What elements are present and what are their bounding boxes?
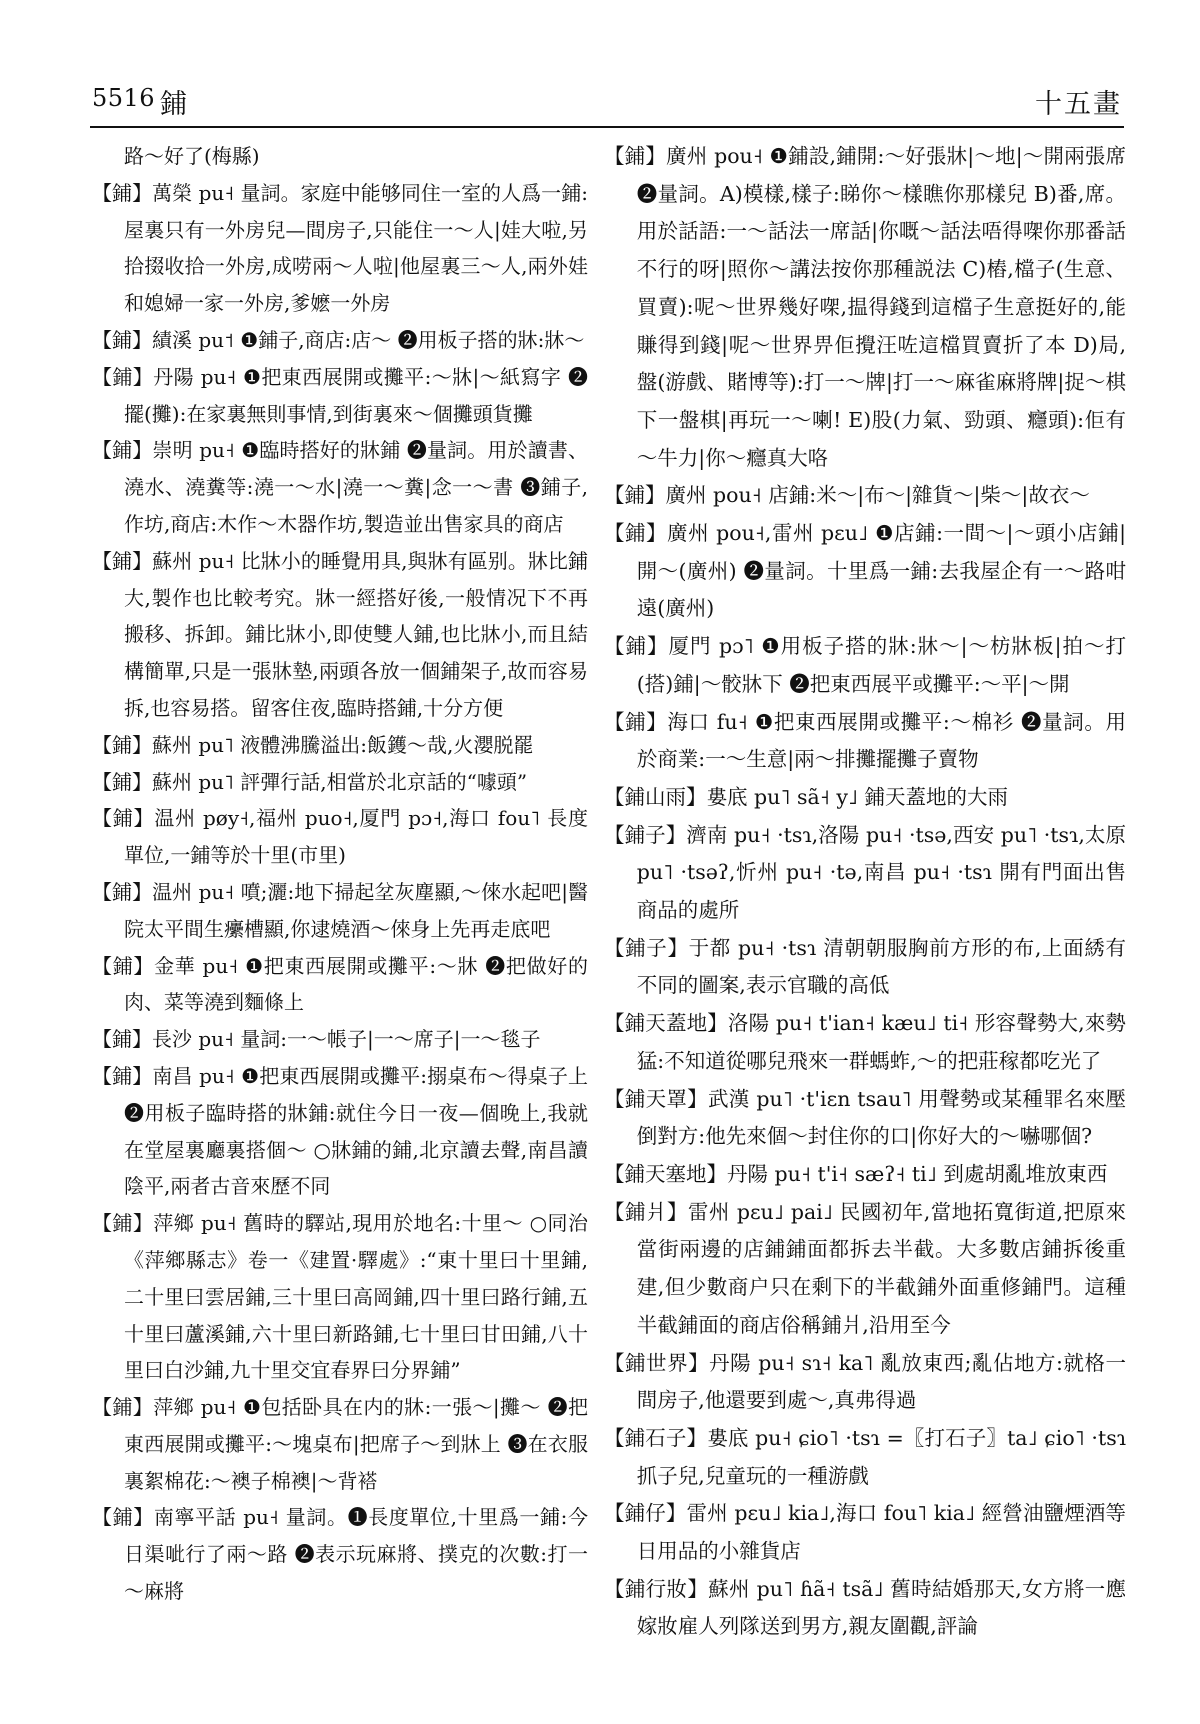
dictionary-entry: 【鋪天塞地】丹陽 pu˧ t'i˧ sæʔ˧ ti˩ 到處胡亂堆放東西	[604, 1161, 1108, 1186]
dictionary-entry: 【鋪】金華 pu˧ ❶把東西展開或攤平:～牀 ❷把做好的肉、菜等澆到麵條上	[92, 953, 588, 1015]
dictionary-entry: 【鋪世界】丹陽 pu˧ sɿ˧ ka˥ 亂放東西;亂佔地方:就格一間房子,他還要到處～,真弗得過	[604, 1350, 1126, 1413]
dictionary-entry: 【鋪】廣州 pou˧ ❶鋪設,鋪開:～好張牀|～地|～開兩張席 ❷量詞。A)模樣,樣子:睇你～樣瞧你那樣兒 B)番,席。用於話語:一～話法一席話|你嘅～話法唔得㗎你那番話不行的呀|照你～講法按你那種説法 C)樁,檔子(生意、買賣):呢～世界幾好㗎,揾得錢到這檔子生意挺好的,能賺得到錢|呢～世界畀佢攪汪咗這檔買賣折了本 D)局,盤(游戲、賭博等):打一～牌|打一～麻雀麻將牌|捉～棋下一盤棋|再玩一～喇! E)股(力氣、勁頭、癮頭):佢有～牛力|你～癮真大咯	[604, 144, 1126, 470]
dictionary-entry: 【鋪】廣州 pou˧ 店鋪:米～|布～|雜貨～|柴～|故衣～	[604, 483, 1090, 508]
dictionary-entry: 【鋪子】濟南 pu˧ ·tsɿ,洛陽 pu˧ ·tsə,西安 pu˥ ·tsɿ,太原 pu˥ ·tsəʔ,忻州 pu˧ ·tə,南昌 pu˧ ·tsɿ 開有門面出售商品的處所	[604, 822, 1126, 923]
dictionary-entry: 【鋪】長沙 pu˧ 量詞:一～帳子|一～席子|一～毯子	[92, 1027, 541, 1052]
dictionary-entry: 【鋪天罩】武漢 pu˥ ·t'iɛn tsau˥ 用聲勢或某種罪名來壓倒對方:他先來個～封住你的口|你好大的～嚇哪個?	[604, 1086, 1126, 1149]
dictionary-entry: 【鋪】丹陽 pu˧ ❶把東西展開或攤平:～牀|～紙寫字 ❷擺(攤):在家裏無則事情,到街裏來～個攤頭貨攤	[92, 364, 588, 426]
dictionary-entry: 【鋪】蘇州 pu˧ 比牀小的睡覺用具,與牀有區别。牀比鋪大,製作也比較考究。牀一經搭好後,一般情况下不再搬移、拆卸。鋪比牀小,即使雙人鋪,也比牀小,而且結構簡單,只是一張牀墊,兩頭各放一個鋪架子,故而容易拆,也容易搭。留客住夜,臨時搭鋪,十分方便	[92, 548, 588, 720]
left-column	[92, 138, 588, 1610]
dictionary-entry: 【鋪】萍鄉 pu˧ ❶包括卧具在内的牀:一張～|攤～ ❷把東西展開或攤平:～塊桌布|把席子～到牀上 ❸在衣服裏絮棉花:～襖子棉襖|～背褡	[92, 1395, 588, 1493]
dictionary-entry: 【鋪】蘇州 pu˥ 液體沸騰溢出:飯鑊～哉,火瀴脱罷	[92, 732, 534, 757]
dictionary-entry: 【鋪】崇明 pu˧ ❶臨時搭好的牀鋪 ❷量詞。用於讀書、澆水、澆糞等:澆一～水|澆一～糞|念一～書 ❸鋪子,作坊,商店:木作～木器作坊,製造並出售家具的商店	[92, 438, 588, 536]
dictionary-entry: 【鋪天蓋地】洛陽 pu˧ t'ian˧ kæu˩ ti˧ 形容聲勢大,來勢猛:不知道從哪兒飛來一群螞蚱,～的把莊稼都吃光了	[604, 1011, 1126, 1073]
dictionary-entry: 【鋪石子】婁底 pu˧ ɕio˥ ·tsɿ =〖打石子〗ta˩ ɕio˥ ·tsɿ 抓子兒,兒童玩的一種游戲	[604, 1425, 1126, 1488]
right-column	[604, 138, 1126, 1646]
dictionary-entry: 路～好了(梅縣)	[124, 144, 260, 168]
dictionary-entry: 【鋪】萬榮 pu˧ 量詞。家庭中能够同住一室的人爲一鋪:屋裏只有一外房兒—間房子,只能住一～人|娃大啦,另拾掇收拾一外房,成唠兩～人啦|他屋裏三～人,兩外娃和媳婦一家一外房,爹嬷一外房	[92, 180, 588, 316]
dictionary-entry: 【鋪行妝】蘇州 pu˥ ɦã˧ tsã˩ 舊時結婚那天,女方將一應嫁妝雇人列隊送到男方,親友圍觀,評論	[604, 1576, 1126, 1639]
dictionary-entry: 【鋪】温州 pøy˧,福州 puo˧,厦門 pɔ˧,海口 fou˥ 長度單位,一鋪等於十里(市里)	[92, 806, 588, 868]
head-character: 鋪	[160, 89, 187, 120]
header-rule	[90, 126, 1124, 128]
dictionary-entry: 【鋪】廣州 pou˧,雷州 pɛu˩ ❶店鋪:一間～|～頭小店鋪|開～(廣州) ❷量詞。十里爲一鋪:去我屋企有一～路咁遠(廣州)	[604, 521, 1126, 621]
dictionary-entry: 【鋪】厦門 pɔ˥ ❶用板子搭的牀:牀～|～枋牀板|拍～打(搭)鋪|～骹牀下 ❷把東西展平或攤平:～平|～開	[604, 634, 1126, 696]
dictionary-entry: 【鋪子】于都 pu˧ ·tsɿ 清朝朝服胸前方形的布,上面綉有不同的圖案,表示官職的高低	[604, 935, 1126, 998]
dictionary-entry: 【鋪】萍鄉 pu˧ 舊時的驛站,現用於地名:十里～ ○同治《萍鄉縣志》卷一《建置·驛處》:“東十里曰十里鋪,二十里曰雲居鋪,三十里曰高岡鋪,四十里曰路行鋪,五十里曰蘆溪鋪,六十里曰新路鋪,七十里曰甘田鋪,八十里曰白沙鋪,九十里交宜春界曰分界鋪”	[92, 1211, 588, 1383]
dictionary-entry: 【鋪】績溪 pu˦ ❶鋪子,商店:店～ ❷用板子搭的牀:牀～	[92, 327, 585, 352]
dictionary-entry: 【鋪爿】雷州 pɛu˩ pai˩ 民國初年,當地拓寬街道,把原來當街兩邊的店鋪鋪面都拆去半截。大多數店鋪拆後重建,但少數商户只在剩下的半截鋪外面重修鋪門。這種半截鋪面的商店俗稱鋪爿,沿用至今	[604, 1199, 1126, 1337]
section-label: 十五畫	[1035, 89, 1122, 120]
page-header	[92, 82, 1122, 118]
dictionary-entry: 【鋪】蘇州 pu˥ 評彈行話,相當於北京話的“噱頭”	[92, 769, 528, 794]
dictionary-entry: 【鋪】温州 pu˧ 噴;灑:地下掃起坌灰塵顯,～倈水起吧|醫院太平間生癳槽顯,你逮燒酒～倈身上先再走底吧	[92, 879, 588, 941]
dictionary-entry: 【鋪】南寧平話 pu˧ 量詞。❶長度單位,十里爲一鋪:今日渠呲行了兩～路 ❷表示玩麻將、撲克的次數:打一～麻將	[92, 1505, 588, 1604]
dictionary-entry: 【鋪】南昌 pu˧ ❶把東西展開或攤平:搦桌布～得桌子上 ❷用板子臨時搭的牀鋪:就住今日一夜—個晚上,我就在堂屋裏廳裏搭個～ ○牀鋪的鋪,北京讀去聲,南昌讀陰平,兩者古音來歷不同	[92, 1063, 588, 1199]
dictionary-entry: 【鋪】海口 fu˧ ❶把東西展開或攤平:～棉衫 ❷量詞。用於商業:一～生意|兩～排攤擺攤子賣物	[604, 709, 1126, 772]
dictionary-entry: 【鋪山雨】婁底 pu˥ sã˧ y˩ 鋪天蓋地的大雨	[604, 784, 1009, 809]
dictionary-entry: 【鋪仔】雷州 pɛu˩ kia˩,海口 fou˥ kia˩ 經營油鹽煙酒等日用品的小雜貨店	[604, 1501, 1126, 1564]
page-number: 5516	[92, 84, 156, 112]
